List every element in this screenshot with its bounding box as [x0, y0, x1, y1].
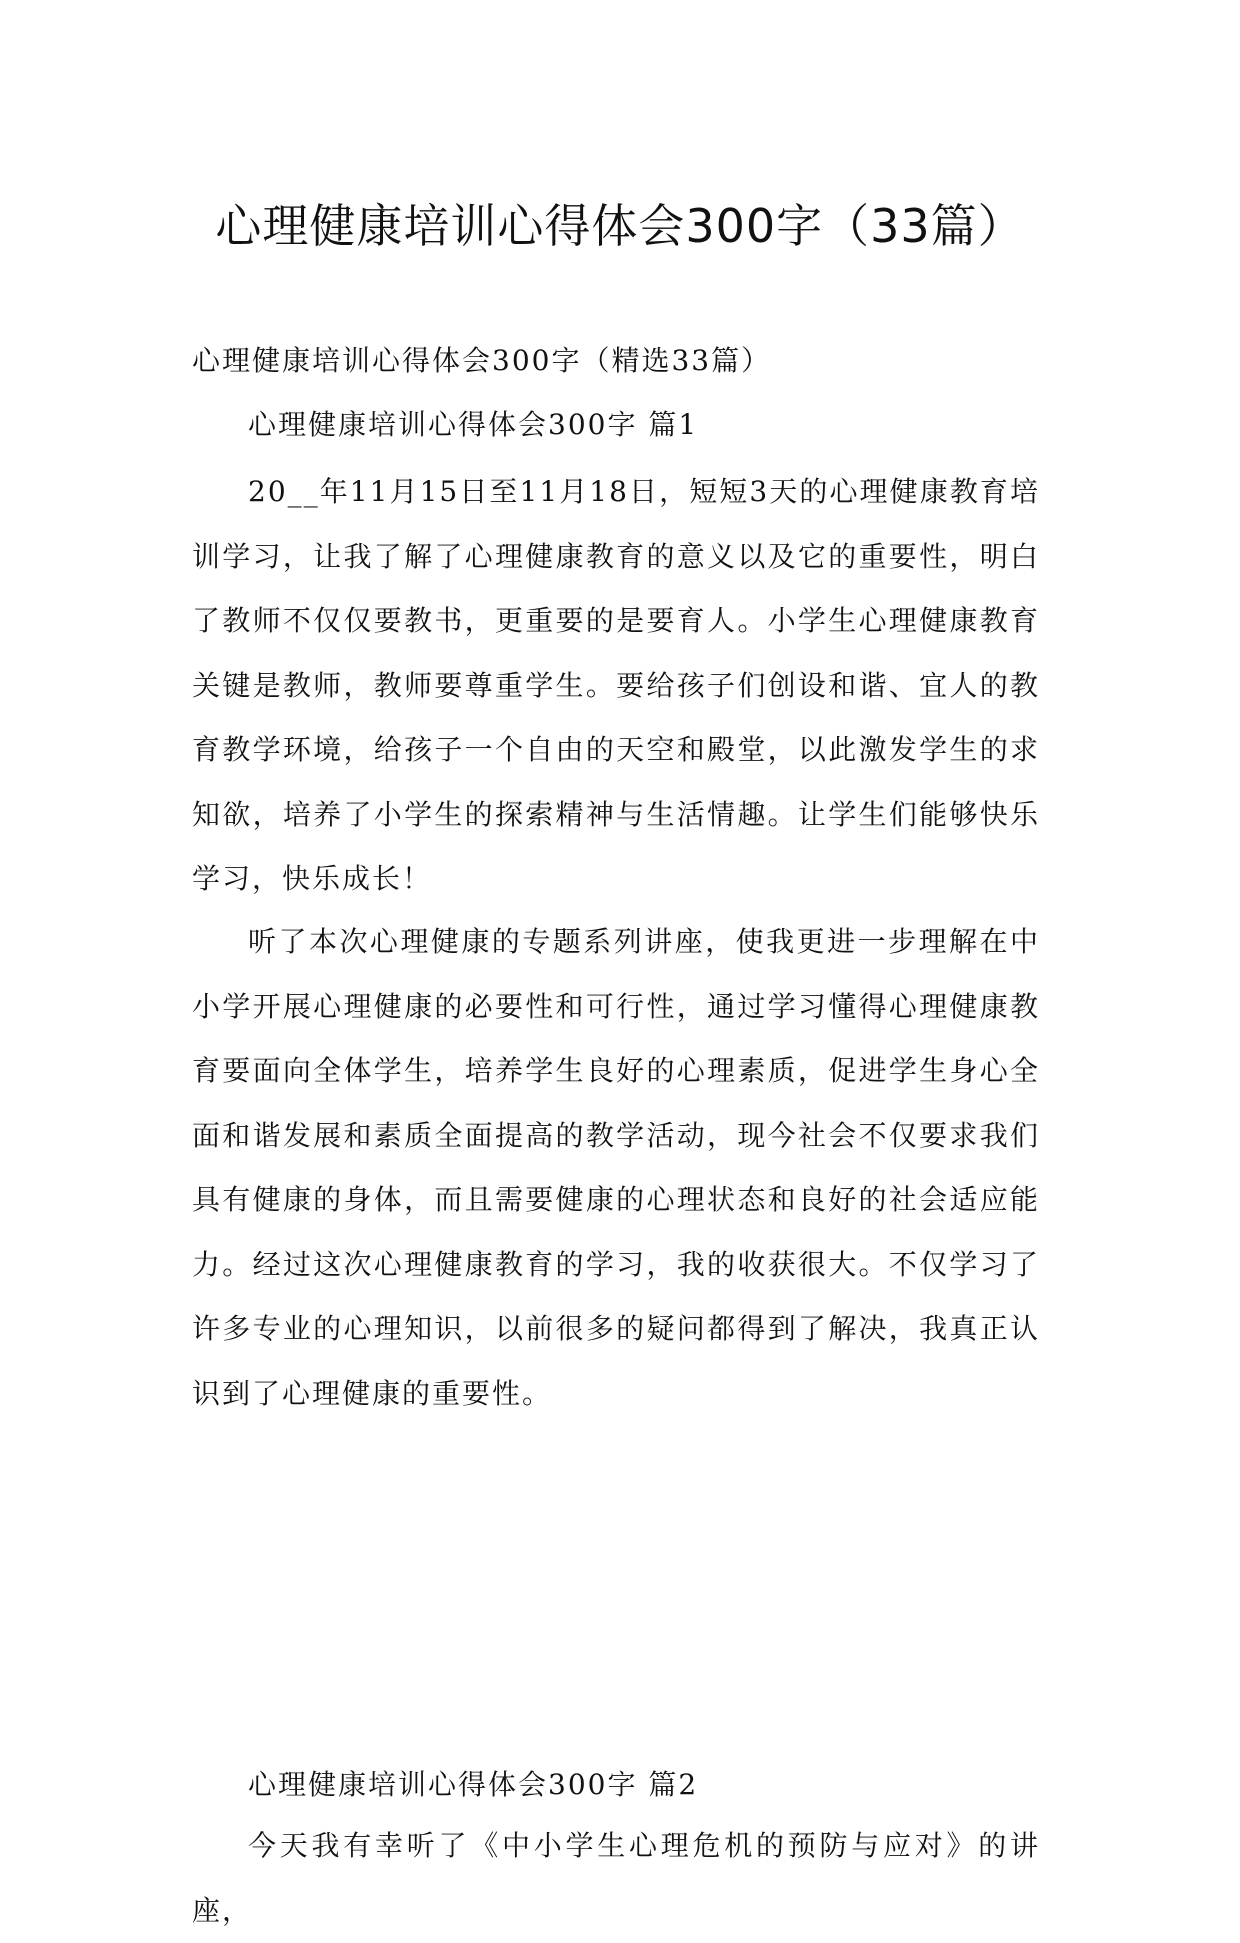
- paragraph-1: 20__年11月15日至11月18日，短短3天的心理健康教育培训学习，让我了解了心理健康教育的意义以及它的重要性，明白了教师不仅仅要教书，更重要的是要育人。小学生心理健康教育关键是教师，教师要尊重学生。要给孩子们创设和谐、宜人的教育教学环境，给孩子一个自由的天空和殿堂，以此激发学生的求知欲，培养了小学生的探索精神与生活情趣。让学生们能够快乐学习，快乐成长！: [192, 475, 1040, 895]
- section-heading-1: 心理健康培训心得体会300字 篇1: [248, 408, 699, 441]
- paragraph-3: 今天我有幸听了《中小学生心理危机的预防与应对》的讲座，: [192, 1829, 1040, 1927]
- section-heading-2: 心理健康培训心得体会300字 篇2: [248, 1768, 699, 1801]
- document-title: 心理健康培训心得体会300字（33篇）: [215, 199, 1025, 253]
- document-subtitle: 心理健康培训心得体会300字（精选33篇）: [192, 344, 772, 377]
- paragraph-2: 听了本次心理健康的专题系列讲座，使我更进一步理解在中小学开展心理健康的必要性和可行性，通过学习懂得心理健康教育要面向全体学生，培养学生良好的心理素质，促进学生身心全面和谐发展和素质全面提高的教学活动，现今社会不仅要求我们具有健康的身体，而且需要健康的心理状态和良好的社会适应能力。经过这次心理健康教育的学习，我的收获很大。不仅学习了许多专业的心理知识，以前很多的疑问都得到了解决，我真正认识到了心理健康的重要性。: [192, 925, 1040, 1410]
